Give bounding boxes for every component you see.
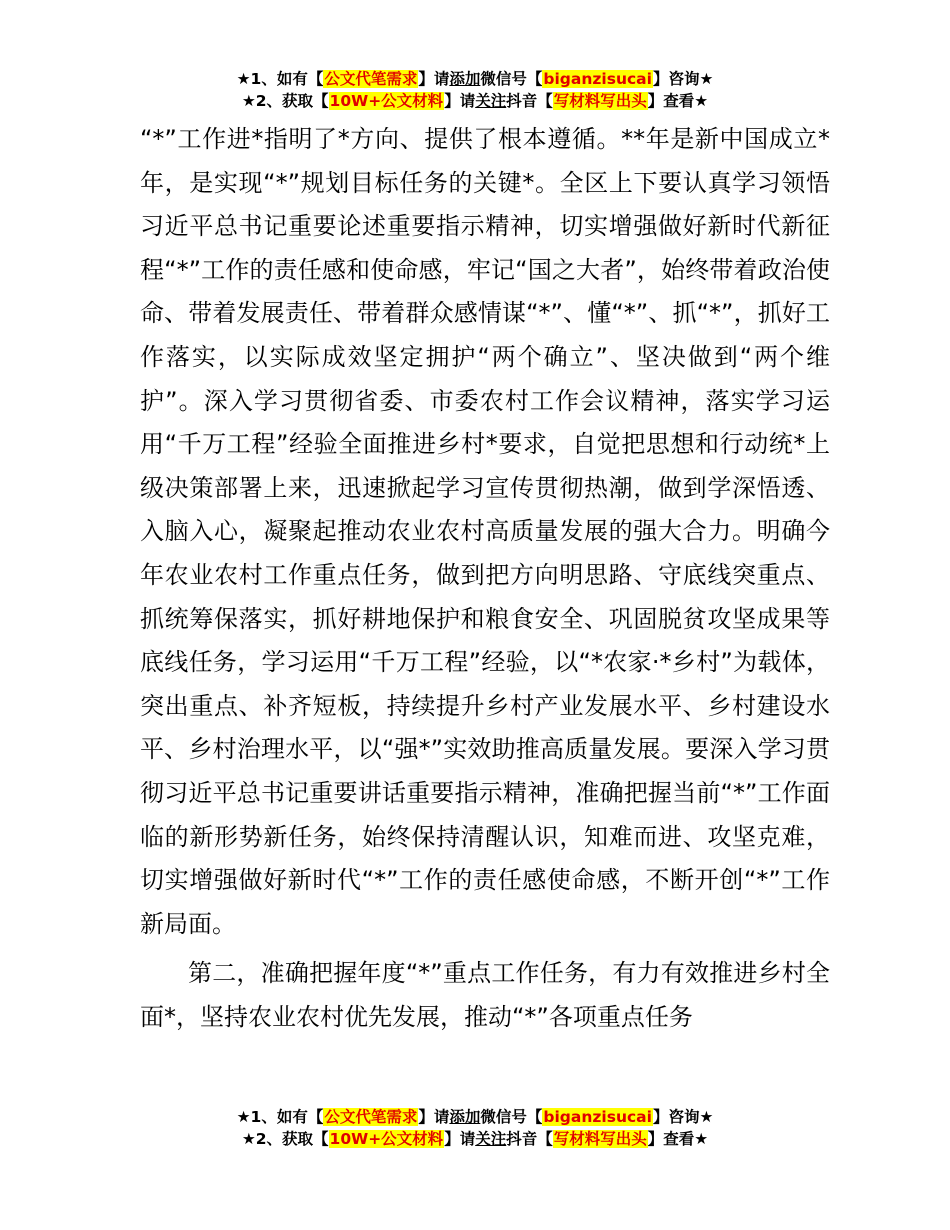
banner-text: 】请 [418, 1108, 450, 1126]
header-banner [0, 68, 950, 112]
banner-text: ★2、获取【 [241, 1130, 329, 1148]
banner-line-2 [0, 90, 950, 112]
body-paragraph-2: 第二，准确把握年度“*”重点工作任务，有力有效推进乡村全面*，坚持农业农村优先发展，推动“*”各项重点任务 [140, 959, 830, 1031]
banner-highlight: 10W+公文材料 [329, 92, 444, 110]
banner-text: 】查看★ [647, 1130, 709, 1148]
banner-highlight: biganzisucai [543, 70, 652, 88]
banner-text: 】咨询★ [652, 1108, 714, 1126]
banner-text: 】查看★ [647, 92, 709, 110]
banner-underlined-text: 添加 [449, 1108, 481, 1126]
banner-text: 】请 [444, 92, 476, 110]
banner-highlight: 写材料写出头 [553, 92, 647, 110]
banner-highlight: 10W+公文材料 [329, 1130, 444, 1148]
banner-line-1 [0, 1106, 950, 1128]
body-paragraph-1: “*”工作进*指明了*方向、提供了根本遵循。**年是新中国成立*年，是实现“*”规划目标任务的关键*。全区上下要认真学习领悟习近平总书记重要论述重要指示精神，切实增强做好新时代新征程“*”工作的责任感和使命感，牢记“国之大者”，始终带着政治使命、带着发展责任、带着群众感情谋“*”、懂“*”、抓“*”，抓好工作落实，以实际成效坚定拥护“两个确立”、坚决做到“两个维护”。深入学习贯彻省委、市委农村工作会议精神，落实学习运用“千万工程”经验全面推进乡村*要求，自觉把思想和行动统*上级决策部署上来，迅速掀起学习宣传贯彻热潮，做到学深悟透、入脑入心，凝聚起推动农业农村高质量发展的强大合力。明确今年农业农村工作重点任务，做到把方向明思路、守底线突重点、抓统筹保落实，抓好耕地保护和粮食安全、巩固脱贫攻坚成果等底线任务，学习运用“千万工程”经验，以“*农家·*乡村”为载体，突出重点、补齐短板，持续提升乡村产业发展水平、乡村建设水平、乡村治理水平，以“强*”实效助推高质量发展。要深入学习贯彻习近平总书记重要讲话重要指示精神，准确把握当前“*”工作面临的新形势新任务，始终保持清醒认识，知难而进、攻坚克难，切实增强做好新时代“*”工作的责任感使命感，不断开创“*”工作新局面。 [140, 125, 830, 938]
banner-text: 抖音【 [506, 1130, 553, 1148]
banner-underlined-text: 添加 [449, 70, 481, 88]
banner-text: 】咨询★ [652, 70, 714, 88]
banner-highlight: 公文代笔需求 [324, 70, 418, 88]
banner-text: ★2、获取【 [241, 92, 329, 110]
banner-text: 】请 [418, 70, 450, 88]
banner-highlight: 写材料写出头 [553, 1130, 647, 1148]
banner-text: 抖音【 [506, 92, 553, 110]
banner-highlight: 公文代笔需求 [324, 1108, 418, 1126]
banner-text: 】请 [444, 1130, 476, 1148]
banner-underlined-text: 关注 [475, 1130, 507, 1148]
banner-line-1 [0, 68, 950, 90]
banner-text: 微信号【 [480, 70, 543, 88]
banner-text: ★1、如有【 [236, 70, 324, 88]
footer-banner [0, 1106, 950, 1150]
banner-highlight: biganzisucai [543, 1108, 652, 1126]
document-body [140, 118, 830, 1039]
banner-underlined-text: 关注 [475, 92, 507, 110]
banner-text: 微信号【 [480, 1108, 543, 1126]
banner-line-2 [0, 1128, 950, 1150]
banner-text: ★1、如有【 [236, 1108, 324, 1126]
